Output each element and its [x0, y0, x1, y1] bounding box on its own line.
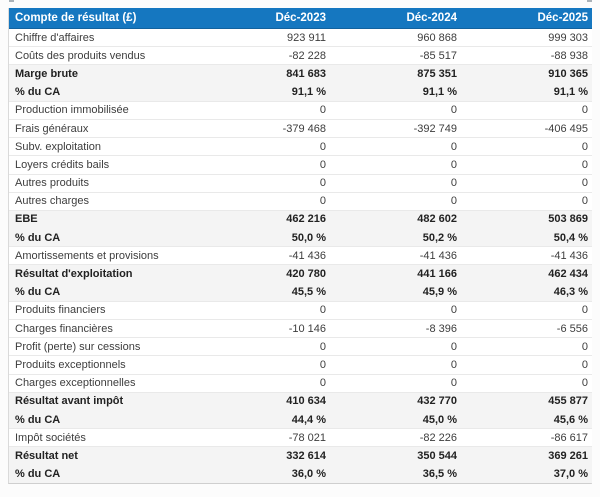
row-label: Chiffre d'affaires — [9, 29, 199, 47]
table-row — [9, 374, 592, 392]
row-value: 875 351 — [330, 65, 461, 83]
row-value: -86 617 — [461, 429, 592, 447]
row-value: -88 938 — [461, 47, 592, 65]
row-value: 46,3 % — [461, 283, 592, 301]
row-value: 0 — [330, 101, 461, 119]
row-label: Produits exceptionnels — [9, 356, 199, 374]
row-label: Amortissements et provisions — [9, 247, 199, 265]
row-value: 0 — [199, 301, 330, 319]
row-value: 45,9 % — [330, 283, 461, 301]
row-value: 37,0 % — [461, 465, 592, 483]
row-label: Résultat d'exploitation — [9, 265, 199, 283]
table-row — [9, 301, 592, 319]
row-value: 0 — [461, 356, 592, 374]
column-header-dec-2024: Déc-2024 — [330, 8, 461, 29]
row-value: -85 517 — [330, 47, 461, 65]
row-value: 0 — [330, 156, 461, 174]
row-label: % du CA — [9, 465, 199, 483]
row-label: % du CA — [9, 410, 199, 428]
row-label: Coûts des produits vendus — [9, 47, 199, 65]
row-value: 0 — [461, 374, 592, 392]
row-value: 45,5 % — [199, 283, 330, 301]
row-value: 44,4 % — [199, 410, 330, 428]
table-row — [9, 465, 592, 483]
row-value: -82 226 — [330, 429, 461, 447]
row-value: -8 396 — [330, 320, 461, 338]
table-row — [9, 338, 592, 356]
row-value: 0 — [461, 101, 592, 119]
row-value: 0 — [330, 374, 461, 392]
table-row — [9, 356, 592, 374]
table-row — [9, 83, 592, 101]
row-value: 0 — [330, 138, 461, 156]
row-label: Production immobilisée — [9, 101, 199, 119]
table-body — [9, 29, 592, 483]
table-row — [9, 65, 592, 83]
table-row — [9, 429, 592, 447]
row-value: 91,1 % — [199, 83, 330, 101]
row-value: 0 — [461, 338, 592, 356]
row-label: Subv. exploitation — [9, 138, 199, 156]
table-row — [9, 156, 592, 174]
row-value: 420 780 — [199, 265, 330, 283]
row-value: 0 — [199, 174, 330, 192]
row-label: Charges financières — [9, 320, 199, 338]
row-value: 50,0 % — [199, 229, 330, 247]
row-label: % du CA — [9, 83, 199, 101]
row-label: Charges exceptionnelles — [9, 374, 199, 392]
row-value: 462 434 — [461, 265, 592, 283]
row-value: -379 468 — [199, 119, 330, 137]
row-value: 0 — [199, 101, 330, 119]
row-label: Profit (perte) sur cessions — [9, 338, 199, 356]
row-label: Frais généraux — [9, 119, 199, 137]
row-value: 923 911 — [199, 29, 330, 47]
row-value: 45,6 % — [461, 410, 592, 428]
row-label: Autres produits — [9, 174, 199, 192]
top-edge-artifact — [9, 0, 14, 2]
table-row — [9, 392, 592, 410]
row-value: -392 749 — [330, 119, 461, 137]
row-value: 432 770 — [330, 392, 461, 410]
row-value: 910 365 — [461, 65, 592, 83]
row-value: 0 — [199, 374, 330, 392]
row-value: 0 — [461, 301, 592, 319]
row-value: 503 869 — [461, 210, 592, 228]
table-row — [9, 410, 592, 428]
row-value: 441 166 — [330, 265, 461, 283]
row-label: Autres charges — [9, 192, 199, 210]
row-value: -10 146 — [199, 320, 330, 338]
row-value: 36,5 % — [330, 465, 461, 483]
table-header-row — [9, 8, 592, 29]
row-value: 455 877 — [461, 392, 592, 410]
row-value: 0 — [199, 338, 330, 356]
row-value: 91,1 % — [461, 83, 592, 101]
row-label: % du CA — [9, 283, 199, 301]
row-value: 960 868 — [330, 29, 461, 47]
row-value: -406 495 — [461, 119, 592, 137]
row-value: 0 — [199, 356, 330, 374]
table-row — [9, 447, 592, 465]
row-value: 0 — [330, 356, 461, 374]
row-label: Impôt sociétés — [9, 429, 199, 447]
row-value: 0 — [330, 338, 461, 356]
row-value: 91,1 % — [330, 83, 461, 101]
table-row — [9, 192, 592, 210]
row-value: 50,4 % — [461, 229, 592, 247]
table-row — [9, 247, 592, 265]
row-label: Résultat net — [9, 447, 199, 465]
table-row — [9, 320, 592, 338]
row-value: -6 556 — [461, 320, 592, 338]
table-row — [9, 229, 592, 247]
row-value: -78 021 — [199, 429, 330, 447]
row-label: % du CA — [9, 229, 199, 247]
row-value: 350 544 — [330, 447, 461, 465]
row-value: 0 — [461, 174, 592, 192]
table-row — [9, 210, 592, 228]
row-value: 0 — [461, 192, 592, 210]
row-value: -82 228 — [199, 47, 330, 65]
row-value: 999 303 — [461, 29, 592, 47]
top-edge-artifact — [587, 0, 592, 2]
row-value: 0 — [199, 138, 330, 156]
table-row — [9, 174, 592, 192]
row-label: Résultat avant impôt — [9, 392, 199, 410]
row-value: 50,2 % — [330, 229, 461, 247]
row-label: Loyers crédits bails — [9, 156, 199, 174]
row-value: 45,0 % — [330, 410, 461, 428]
table-row — [9, 138, 592, 156]
table-row — [9, 283, 592, 301]
table-row — [9, 29, 592, 47]
row-value: 0 — [199, 156, 330, 174]
row-label: EBE — [9, 210, 199, 228]
income-statement-table — [8, 8, 592, 484]
row-value: -41 436 — [461, 247, 592, 265]
row-value: 0 — [461, 156, 592, 174]
row-value: 0 — [330, 301, 461, 319]
table-row — [9, 47, 592, 65]
row-value: 0 — [199, 192, 330, 210]
table-row — [9, 265, 592, 283]
row-value: 332 614 — [199, 447, 330, 465]
table-row — [9, 101, 592, 119]
row-value: -41 436 — [199, 247, 330, 265]
row-value: 0 — [330, 174, 461, 192]
row-label: Produits financiers — [9, 301, 199, 319]
table-row — [9, 119, 592, 137]
column-header-dec-2025: Déc-2025 — [461, 8, 592, 29]
row-value: 0 — [461, 138, 592, 156]
row-value: 462 216 — [199, 210, 330, 228]
row-value: -41 436 — [330, 247, 461, 265]
row-value: 410 634 — [199, 392, 330, 410]
row-value: 841 683 — [199, 65, 330, 83]
table-title: Compte de résultat (£) — [9, 8, 199, 29]
column-header-dec-2023: Déc-2023 — [199, 8, 330, 29]
row-value: 0 — [330, 192, 461, 210]
row-value: 369 261 — [461, 447, 592, 465]
row-value: 482 602 — [330, 210, 461, 228]
row-label: Marge brute — [9, 65, 199, 83]
row-value: 36,0 % — [199, 465, 330, 483]
